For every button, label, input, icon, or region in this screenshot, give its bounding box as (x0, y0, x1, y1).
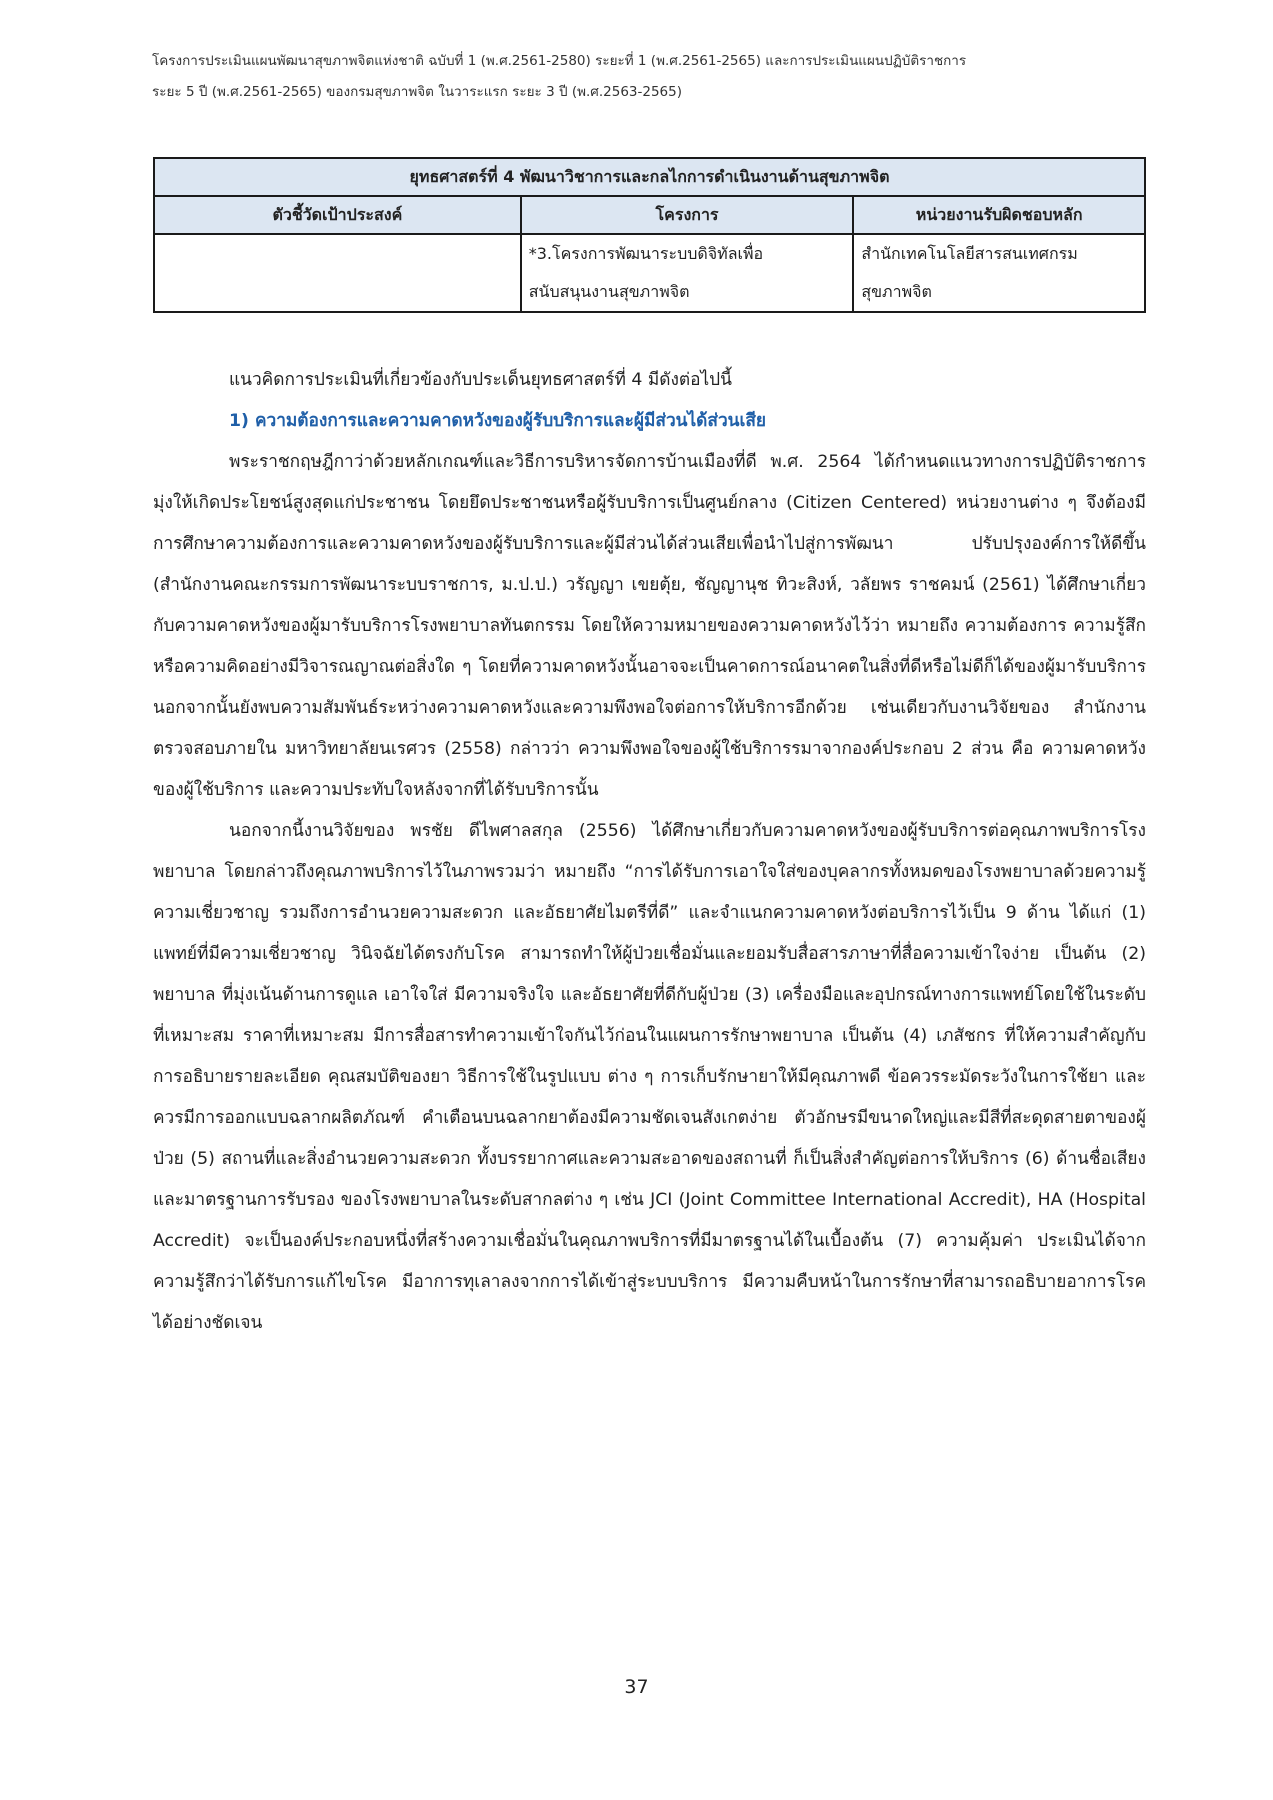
cell-project (521, 234, 854, 312)
body-content (153, 360, 1146, 1344)
paragraph-2: นอกจากนี้งานวิจัยของ พรชัย ดีไพศาลสกุล (2556) ได้ศึกษาเกี่ยวกับความคาดหวังของผู้รับบริการต่อคุณภาพบริการโรงพยาบาล โดยกล่าวถึงคุณภาพบริการไว้ในภาพรวมว่า หมายถึง “การได้รับการเอาใจใส่ของบุคลากรทั้งหมดของโรงพยาบาลด้วยความรู้ความเชี่ยวชาญ รวมถึงการอำนวยความสะดวก และอัธยาศัยไมตรีที่ดี” และจำแนกความคาดหวังต่อบริการไว้เป็น 9 ด้าน ได้แก่ (1) แพทย์ที่มีความเชี่ยวชาญ วินิจฉัยได้ตรงกับโรค สามารถทำให้ผู้ป่วยเชื่อมั่นและยอมรับสื่อสารภาษาที่สื่อความเข้าใจง่าย เป็นต้น (2) พยาบาล ที่มุ่งเน้นด้านการดูแล เอาใจใส่ มีความจริงใจ และอัธยาศัยที่ดีกับผู้ป่วย (3) เครื่องมือและอุปกรณ์ทางการแพทย์โดยใช้ในระดับที่เหมาะสม ราคาที่เหมาะสม มีการสื่อสารทำความเข้าใจกันไว้ก่อนในแผนการรักษาพยาบาล เป็นต้น (4) เภสัชกร ที่ให้ความสำคัญกับการอธิบายรายละเอียด คุณสมบัติของยา วิธีการใช้ในรูปแบบ ต่าง ๆ การเก็บรักษายาให้มีคุณภาพดี ข้อควรระมัดระวังในการใช้ยา และควรมีการออกแบบฉลากผลิตภัณฑ์ คำเตือนบนฉลากยาต้องมีความชัดเจนสังเกตง่าย ตัวอักษรมีขนาดใหญ่และมีสีที่สะดุดสายตาของผู้ป่วย (5) สถานที่และสิ่งอำนวยความสะดวก ทั้งบรรยากาศและความสะอาดของสถานที่ ก็เป็นสิ่งสำคัญต่อการให้บริการ (6) ด้านชื่อเสียงและมาตรฐานการรับรอง ของโรงพยาบาลในระดับสากลต่าง ๆ เช่น JCI (Joint Committee International Accredit), HA (Hospital Accredit) จะเป็นองค์ประกอบหนึ่งที่สร้างความเชื่อมั่นในคุณภาพบริการที่มีมาตรฐานได้ในเบื้องต้น (7) ความคุ้มค่า ประเมินได้จากความรู้สึกว่าได้รับการแก้ไขโรค มีอาการทุเลาลงจากการได้เข้าสู่ระบบบริการ มีความคืบหน้าในการรักษาที่สามารถอธิบายอาการโรคได้อย่างชัดเจน (153, 821, 1146, 1333)
cell-project-line-2: สนับสนุนงานสุขภาพจิต (528, 282, 690, 301)
section-heading: 1) ความต้องการและความคาดหวังของผู้รับบริการและผู้มีส่วนได้ส่วนเสีย (229, 411, 767, 431)
cell-project-line-1: *3.โครงการพัฒนาระบบดิจิทัลเพื่อ (528, 244, 764, 263)
page-number: 37 (624, 1676, 649, 1698)
strategy-table (153, 157, 1146, 313)
page-header (152, 46, 1132, 108)
cell-agency (853, 234, 1145, 312)
table-header-row (154, 196, 1145, 234)
cell-agency-line-1: สำนักเทคโนโลยีสารสนเทศกรม (861, 244, 1078, 263)
cell-indicator (154, 234, 521, 312)
cell-agency-line-2: สุขภาพจิต (861, 282, 932, 301)
column-header-project: โครงการ (521, 196, 854, 234)
column-header-indicator: ตัวชี้วัดเป้าประสงค์ (154, 196, 521, 234)
header-line-2: ระยะ 5 ปี (พ.ศ.2561-2565) ของกรมสุขภาพจิต ในวาระแรก ระยะ 3 ปี (พ.ศ.2563-2565) (152, 84, 682, 100)
column-header-agency: หน่วยงานรับผิดชอบหลัก (853, 196, 1145, 234)
intro-line: แนวคิดการประเมินที่เกี่ยวข้องกับประเด็นยุทธศาสตร์ที่ 4 มีดังต่อไปนี้ (229, 370, 732, 390)
table-row (154, 234, 1145, 312)
header-line-1: โครงการประเมินแผนพัฒนาสุขภาพจิตแห่งชาติ ฉบับที่ 1 (พ.ศ.2561-2580) ระยะที่ 1 (พ.ศ.2561-2565) และการประเมินแผนปฏิบัติราชการ (152, 53, 967, 69)
table-title: ยุทธศาสตร์ที่ 4 พัฒนาวิชาการและกลไกการดำเนินงานด้านสุขภาพจิต (154, 158, 1145, 196)
paragraph-1: พระราชกฤษฎีกาว่าด้วยหลักเกณฑ์และวิธีการบริหารจัดการบ้านเมืองที่ดี พ.ศ. 2564 ได้กำหนดแนวทางการปฏิบัติราชการ มุ่งให้เกิดประโยชน์สูงสุดแก่ประชาชน โดยยึดประชาชนหรือผู้รับบริการเป็นศูนย์กลาง (Citizen Centered) หน่วยงานต่าง ๆ จึงต้องมีการศึกษาความต้องการและความคาดหวังของผู้รับบริการและผู้มีส่วนได้ส่วนเสียเพื่อนำไปสู่การพัฒนา ปรับปรุงองค์การให้ดีขึ้น (สำนักงานคณะกรรมการพัฒนาระบบราชการ, ม.ป.ป.) วรัญญา เขยตุ้ย, ชัญญานุช ทิวะสิงห์, วลัยพร ราชคมน์ (2561) ได้ศึกษาเกี่ยวกับความคาดหวังของผู้มารับบริการโรงพยาบาลทันตกรรม โดยให้ความหมายของความคาดหวังไว้ว่า หมายถึง ความต้องการ ความรู้สึก หรือความคิดอย่างมีวิจารณญาณต่อสิ่งใด ๆ โดยที่ความคาดหวังนั้นอาจจะเป็นคาดการณ์อนาคตในสิ่งที่ดีหรือไม่ดีก็ได้ของผู้มารับบริการ นอกจากนั้นยังพบความสัมพันธ์ระหว่างความคาดหวังและความพึงพอใจต่อการให้บริการอีกด้วย เช่นเดียวกับงานวิจัยของ สำนักงานตรวจสอบภายใน มหาวิทยาลัยนเรศวร (2558) กล่าวว่า ความพึงพอใจของผู้ใช้บริการรมาจากองค์ประกอบ 2 ส่วน คือ ความคาดหวังของผู้ใช้บริการ และความประทับใจหลังจากที่ได้รับบริการนั้น (153, 452, 1146, 800)
